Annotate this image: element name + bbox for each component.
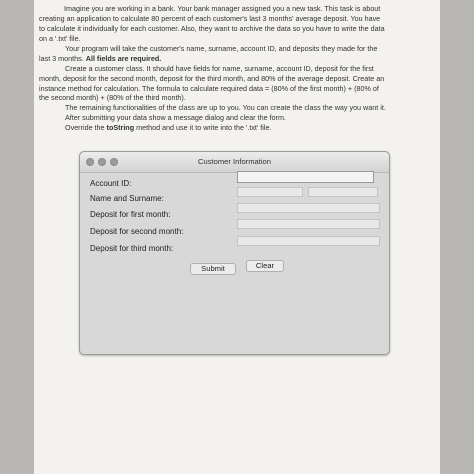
surname-input[interactable] [308,187,378,197]
name-input[interactable] [237,187,303,197]
customer-information-window [79,151,390,355]
window-title: Customer Information [197,157,271,166]
task-line: Your program will take the customer's name, surname, account ID, and deposits they made for the [65,44,378,53]
task-line: the second month) + (80% of the third month). [39,93,186,103]
task-line [39,54,377,64]
task-line: instance method for calculation. The formula to calculate required data = (80% of the first month) + (80% of [39,83,379,93]
task-line: The remaining functionalities of the class are up to you. You can create the class the way you want it. [65,103,386,113]
deposit-first-month-label: Deposit for first month: [90,210,171,219]
task-line [39,123,386,133]
deposit-third-month-label: Deposit for third month: [90,244,174,253]
task-line-part: last 3 months. [39,53,84,63]
task-line-part: Override the [65,122,107,132]
task-line: Create a customer class. It should have fields for name, surname, account ID, deposit for the first [65,64,374,73]
task-line-part: method and use it to write into the '.txt' file. [134,122,272,132]
task-line: month, deposit for the second month, deposit for the third month, and 80% of the average deposit. Create an [39,73,385,83]
task-paragraph-input [39,44,377,64]
task-paragraph-class [39,64,386,133]
deposit-second-month-input[interactable] [237,219,380,229]
required-note: All fields are required. [85,53,162,63]
task-line: After submitting your data show a message dialog and clear the form. [65,112,286,122]
account-id-input[interactable] [237,171,374,183]
clear-button[interactable]: Clear [246,260,284,272]
task-line: creating an application to calculate 80 percent of each customer's last 3 months' average deposit. You have [39,14,381,23]
submit-button[interactable]: Submit [190,263,236,275]
task-line: on a '.txt' file. [39,33,81,43]
task-paragraph-intro-cont [39,14,385,43]
name-surname-label: Name and Surname: [90,194,164,203]
task-line: to calculate it individually for each customer. Also, they want to archive the data so you have to write the data [39,23,385,33]
task-line: Imagine you are working in a bank. Your bank manager assigned you a new task. This task is about [64,4,381,13]
window-titlebar[interactable] [80,152,389,173]
account-id-label: Account ID: [90,179,132,188]
deposit-second-month-label: Deposit for second month: [90,227,184,236]
deposit-third-month-input[interactable] [237,236,380,246]
deposit-first-month-input[interactable] [237,203,380,213]
task-paragraph-intro [64,4,380,14]
tostring-keyword: toString [106,122,135,132]
